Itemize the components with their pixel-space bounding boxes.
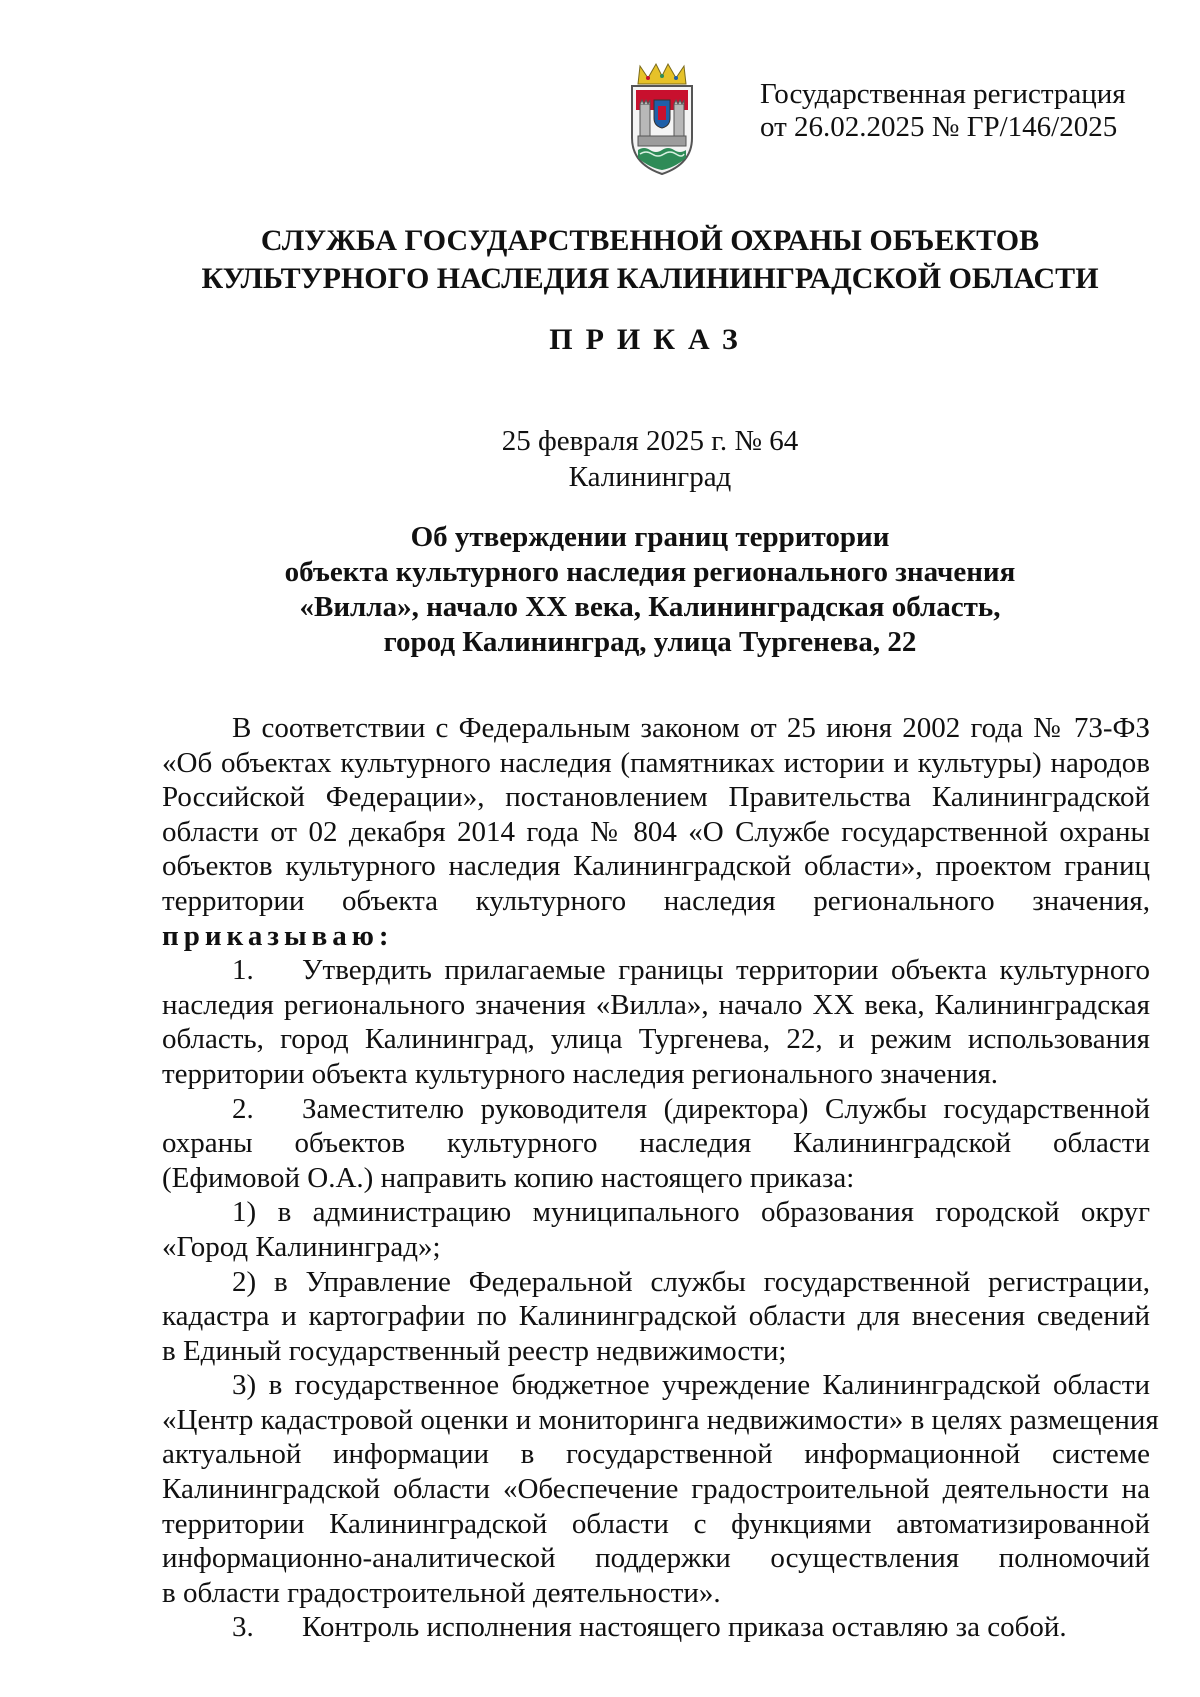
item-1-line	[162, 953, 1150, 988]
sub-3-line: в области градостроительной деятельности».	[162, 1576, 721, 1609]
sub-2-line: в Единый государственный реестр недвижимости;	[162, 1334, 787, 1367]
sub-3-line: Калининградской области «Обеспечение градостроительной деятельности на	[162, 1473, 1150, 1506]
preamble-line: «Об объектах культурного наследия (памятниках истории и культуры) народов	[162, 746, 1150, 779]
document-type: ПРИКАЗ	[549, 323, 751, 356]
item-2-number: 2.	[232, 1092, 254, 1125]
sub-3-line: информационно-аналитической поддержки осуществления полномочий	[162, 1542, 1150, 1575]
agency-name	[150, 222, 1150, 298]
agency-line-1: СЛУЖБА ГОСУДАРСТВЕННОЙ ОХРАНЫ ОБЪЕКТОВ	[260, 224, 1040, 257]
sub-3-line: актуальной информации в государственной информационной системе	[162, 1438, 1150, 1471]
item-1-line: территории объекта культурного наследия регионального значения.	[162, 1057, 999, 1090]
registration-line-2: от 26.02.2025 № ГР/146/2025	[760, 111, 1118, 143]
item-1-line: область, город Калининград, улица Тургенева, 22, и режим использования	[162, 1023, 1150, 1056]
item-2-text: Заместителю руководителя (директора) Службы государственной	[302, 1092, 1150, 1125]
sub-1-line: «Город Калининград»;	[162, 1230, 441, 1263]
sub-2-line: кадастра и картографии по Калининградской области для внесения сведений	[162, 1300, 1150, 1333]
preamble-line: объектов культурного наследия Калининградской области», проектом границ	[162, 850, 1150, 883]
date-block	[150, 423, 1150, 495]
subject-line: объекта культурного наследия регионального значения	[284, 556, 1016, 588]
kaliningrad-coat-of-arms-icon	[618, 60, 706, 178]
item-1-text: Утвердить прилагаемые границы территории объекта культурного	[302, 954, 1150, 987]
item-2-line: охраны объектов культурного наследия Калининградской области	[162, 1127, 1150, 1160]
order-word: приказываю:	[162, 919, 394, 952]
registration-line-1: Государственная регистрация	[760, 78, 1126, 110]
preamble-line: области от 02 декабря 2014 года № 804 «О Службе государственной охраны	[162, 815, 1150, 848]
preamble-line: В соответствии с Федеральным законом от 25 июня 2002 года № 73-ФЗ	[232, 712, 1150, 744]
sub-3-line: 3) в государственное бюджетное учреждение Калининградской области	[232, 1369, 1150, 1402]
order-date-number: 25 февраля 2025 г. № 64	[501, 425, 799, 457]
order-subject	[150, 520, 1150, 660]
item-2-line: (Ефимовой О.А.) направить копию настоящего приказа:	[162, 1161, 855, 1194]
order-city: Калининград	[568, 461, 732, 493]
item-3-text: Контроль исполнения настоящего приказа оставляю за собой.	[302, 1611, 1067, 1644]
sub-1-line: 1) в администрацию муниципального образования городской округ	[232, 1196, 1150, 1229]
item-3-number: 3.	[232, 1611, 254, 1644]
order-body	[162, 711, 1159, 1645]
sub-2-line: 2) в Управление Федеральной службы государственной регистрации,	[232, 1265, 1150, 1298]
registration-block	[760, 78, 1180, 144]
item-2-line	[162, 1092, 1150, 1127]
item-3-line	[162, 1610, 1150, 1645]
sub-3-line: «Центр кадастровой оценки и мониторинга недвижимости» в целях размещения	[162, 1403, 1159, 1436]
agency-line-2: КУЛЬТУРНОГО НАСЛЕДИЯ КАЛИНИНГРАДСКОЙ ОБЛАСТИ	[201, 262, 1099, 295]
item-1-number: 1.	[232, 954, 254, 987]
preamble-line: территории объекта культурного наследия регионального значения,	[162, 884, 1150, 917]
subject-line: Об утверждении границ территории	[410, 521, 890, 553]
subject-line: город Калининград, улица Тургенева, 22	[383, 626, 917, 658]
subject-line: «Вилла», начало XX века, Калининградская область,	[299, 591, 1001, 623]
item-1-line: наследия регионального значения «Вилла», начало XX века, Калининградская	[162, 988, 1150, 1021]
sub-3-line: территории Калининградской области с функциями автоматизированной	[162, 1507, 1150, 1540]
preamble-line: Российской Федерации», постановлением Правительства Калининградской	[162, 781, 1150, 814]
